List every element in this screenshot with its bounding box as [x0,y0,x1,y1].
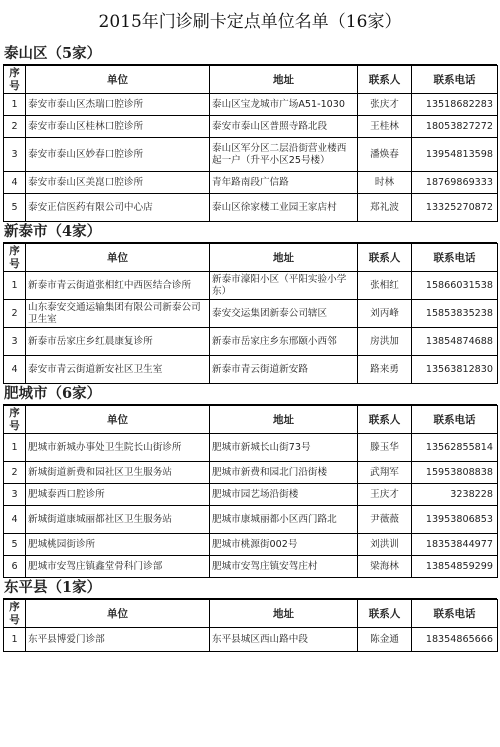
header-phone: 联系电话 [412,600,498,628]
cell-phone: 18053827272 [412,116,498,138]
header-seq: 序号 [4,244,26,272]
cell-seq: 5 [4,534,26,556]
cell-unit: 新城街道康城丽都社区卫生服务站 [26,506,210,534]
cell-phone: 15853835238 [412,300,498,328]
section-heading: 肥城市（6家） [3,384,497,405]
cell-address: 新泰市岳家庄乡东邢颐小西邻 [210,328,358,356]
unit-table [3,243,498,384]
cell-seq: 1 [4,272,26,300]
cell-seq: 3 [4,138,26,172]
cell-address: 泰山区徐家楼工业园王家店村 [210,194,358,222]
cell-unit: 肥城市新城办事处卫生院长山街诊所 [26,434,210,462]
cell-seq: 1 [4,94,26,116]
cell-address: 肥城市新城长山街73号 [210,434,358,462]
cell-seq: 5 [4,194,26,222]
cell-unit: 东平县博爱门诊部 [26,628,210,652]
cell-phone: 13854859299 [412,556,498,578]
header-seq: 序号 [4,66,26,94]
cell-contact: 尹薇薇 [358,506,412,534]
table-row [4,534,498,556]
header-unit: 单位 [26,406,210,434]
cell-contact: 张相红 [358,272,412,300]
table-row [4,556,498,578]
cell-phone: 13953806853 [412,506,498,534]
header-phone: 联系电话 [412,244,498,272]
header-seq: 序号 [4,600,26,628]
cell-contact: 王桂林 [358,116,412,138]
cell-contact: 潘焕春 [358,138,412,172]
table-header-row [4,244,498,272]
header-contact: 联系人 [358,406,412,434]
table-row [4,356,498,384]
table-header-row [4,600,498,628]
cell-unit: 泰安正信医药有限公司中心店 [26,194,210,222]
table-row [4,506,498,534]
cell-unit: 泰安市泰山区桂林口腔诊所 [26,116,210,138]
cell-phone: 13563812830 [412,356,498,384]
table-row [4,116,498,138]
unit-table [3,65,498,222]
cell-address: 肥城市新费和园北门沿街楼 [210,462,358,484]
cell-phone: 13854874688 [412,328,498,356]
cell-seq: 4 [4,506,26,534]
header-seq: 序号 [4,406,26,434]
cell-contact: 梁海林 [358,556,412,578]
header-contact: 联系人 [358,244,412,272]
document-page [3,0,497,652]
cell-contact: 陈金通 [358,628,412,652]
unit-table [3,405,498,578]
cell-contact: 滕玉华 [358,434,412,462]
cell-unit: 泰安市泰山区杰瑞口腔诊所 [26,94,210,116]
header-address: 地址 [210,406,358,434]
table-row [4,462,498,484]
cell-phone: 13518682283 [412,94,498,116]
cell-phone: 18769869333 [412,172,498,194]
header-contact: 联系人 [358,600,412,628]
cell-contact: 武翔军 [358,462,412,484]
header-phone: 联系电话 [412,66,498,94]
header-unit: 单位 [26,66,210,94]
cell-unit: 山东泰安交通运输集团有限公司新泰公司卫生室 [26,300,210,328]
cell-contact: 路来勇 [358,356,412,384]
cell-seq: 1 [4,628,26,652]
sections-container [3,44,497,652]
cell-unit: 肥城桃园街诊所 [26,534,210,556]
cell-address: 泰山区军分区二层沿街营业楼西起一户（升平小区25号楼） [210,138,358,172]
cell-seq: 4 [4,356,26,384]
table-header-row [4,406,498,434]
cell-address: 东平县城区西山路中段 [210,628,358,652]
cell-seq: 2 [4,116,26,138]
cell-address: 泰安交运集团新泰公司辖区 [210,300,358,328]
cell-unit: 肥城市安驾庄镇鑫堂骨科门诊部 [26,556,210,578]
header-unit: 单位 [26,600,210,628]
table-row [4,434,498,462]
section-heading: 东平县（1家） [3,578,497,599]
cell-address: 肥城市桃源街002号 [210,534,358,556]
cell-contact: 郑礼波 [358,194,412,222]
cell-unit: 泰安市泰山区妙春口腔诊所 [26,138,210,172]
cell-address: 肥城市园艺场沿街楼 [210,484,358,506]
header-address: 地址 [210,66,358,94]
cell-contact: 时林 [358,172,412,194]
cell-address: 新泰市濠阳小区（平阳实验小学东） [210,272,358,300]
header-address: 地址 [210,244,358,272]
header-unit: 单位 [26,244,210,272]
table-row [4,328,498,356]
header-phone: 联系电话 [412,406,498,434]
header-address: 地址 [210,600,358,628]
cell-unit: 新城街道新费和园社区卫生服务站 [26,462,210,484]
cell-contact: 王庆才 [358,484,412,506]
cell-contact: 房洪加 [358,328,412,356]
cell-contact: 刘洪训 [358,534,412,556]
cell-phone: 3238228 [412,484,498,506]
cell-phone: 13562855814 [412,434,498,462]
cell-address: 新泰市青云街道新安路 [210,356,358,384]
table-row [4,300,498,328]
cell-phone: 15953808838 [412,462,498,484]
cell-unit: 新泰市青云街道张相红中西医结合诊所 [26,272,210,300]
cell-seq: 1 [4,434,26,462]
cell-address: 肥城市安驾庄镇安驾庄村 [210,556,358,578]
cell-address: 泰山区宝龙城市广场A51-1030 [210,94,358,116]
table-row [4,172,498,194]
cell-seq: 4 [4,172,26,194]
table-row [4,194,498,222]
cell-phone: 18354865666 [412,628,498,652]
table-row [4,484,498,506]
cell-address: 青年路南段广信路 [210,172,358,194]
cell-seq: 6 [4,556,26,578]
cell-unit: 新泰市岳家庄乡红晨康复诊所 [26,328,210,356]
cell-unit: 泰安市青云街道新安社区卫生室 [26,356,210,384]
cell-address: 肥城市康城丽都小区西门路北 [210,506,358,534]
table-row [4,628,498,652]
cell-phone: 15866031538 [412,272,498,300]
cell-unit: 肥城泰西口腔诊所 [26,484,210,506]
cell-contact: 刘丙峰 [358,300,412,328]
section-heading: 泰山区（5家） [3,44,497,65]
cell-contact: 张庆才 [358,94,412,116]
cell-address: 泰安市泰山区普照寺路北段 [210,116,358,138]
header-contact: 联系人 [358,66,412,94]
unit-table [3,599,498,652]
section-heading: 新泰市（4家） [3,222,497,243]
table-row [4,272,498,300]
cell-phone: 13954813598 [412,138,498,172]
cell-phone: 18353844977 [412,534,498,556]
cell-seq: 3 [4,328,26,356]
cell-seq: 3 [4,484,26,506]
table-row [4,138,498,172]
cell-seq: 2 [4,462,26,484]
table-header-row [4,66,498,94]
table-row [4,94,498,116]
cell-phone: 13325270872 [412,194,498,222]
cell-unit: 泰安市泰山区美崑口腔诊所 [26,172,210,194]
document-title: 2015年门诊刷卡定点单位名单（16家） [98,12,402,32]
cell-seq: 2 [4,300,26,328]
